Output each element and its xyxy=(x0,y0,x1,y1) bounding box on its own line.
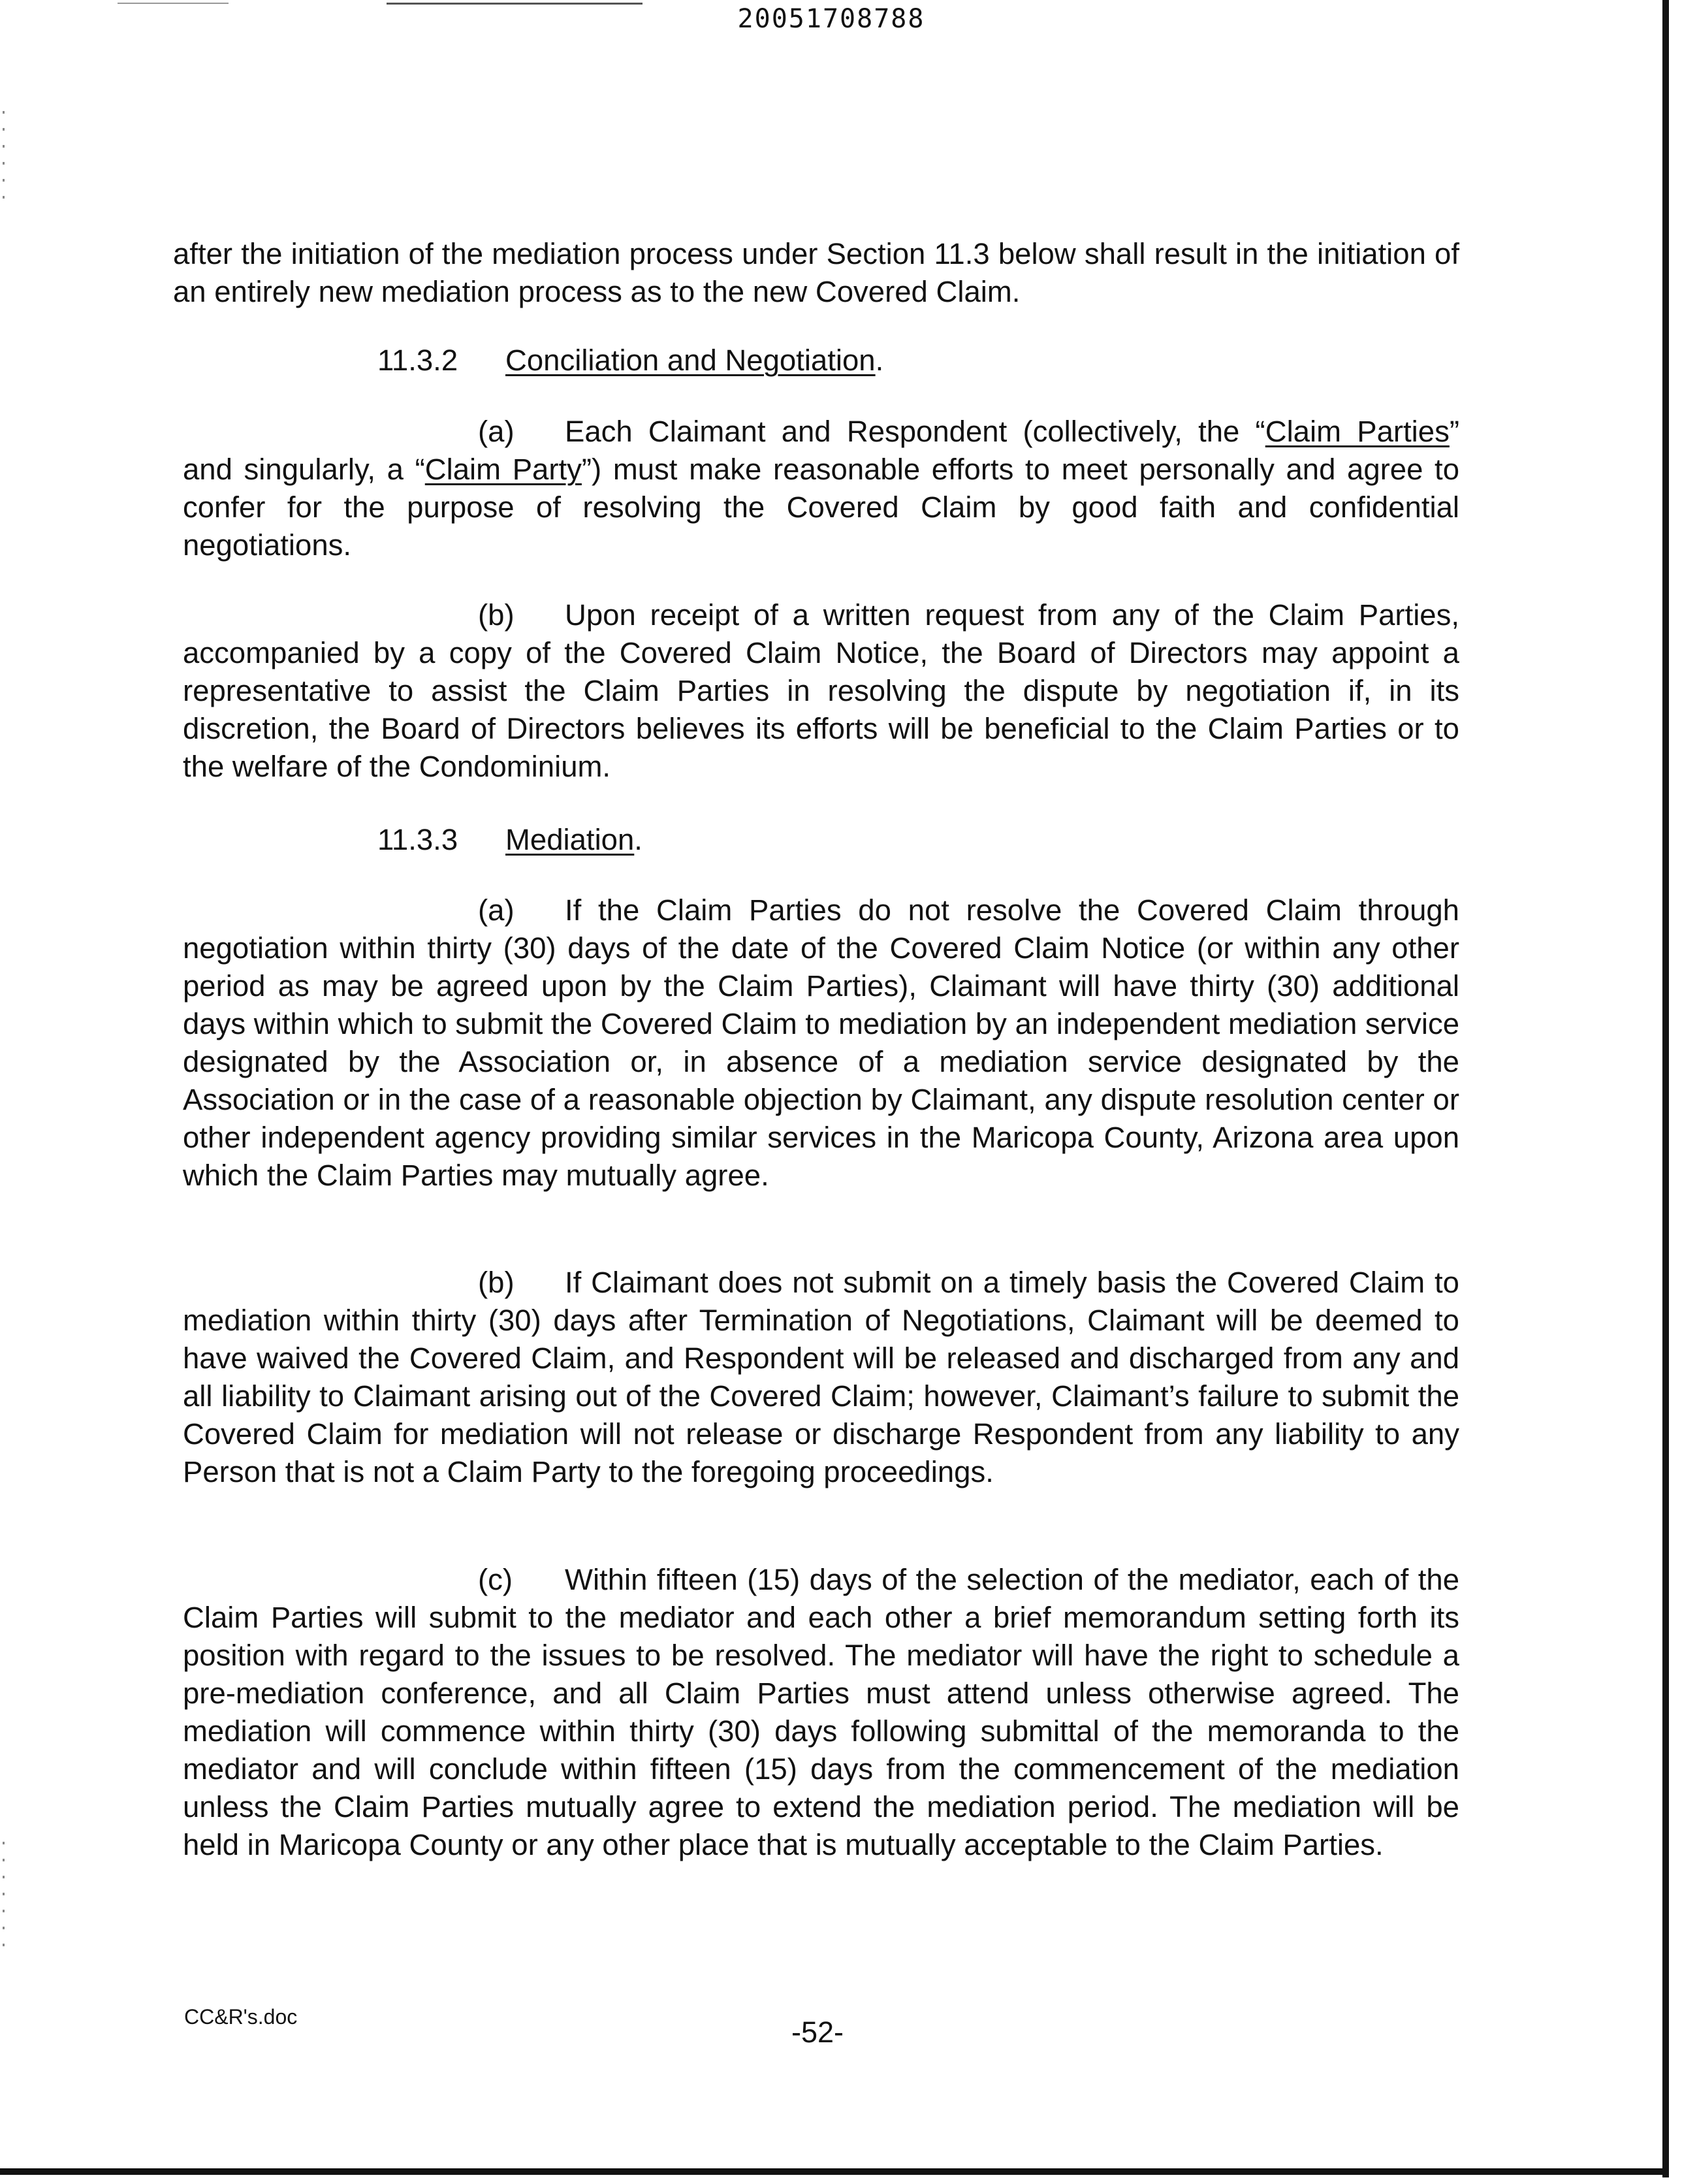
paragraph-11-3-2-b xyxy=(183,596,1459,786)
paragraph-text: ” and singularly, a “ xyxy=(183,415,1459,486)
document-number: 20051708788 xyxy=(737,4,925,34)
paragraph-text: Within fifteen (15) days of the selection of the mediator, each of the Claim Parties will submit to the mediator and each other a brief memorandum setting forth its position with regard to the issues to be resolved. The mediator will have the right to schedule a pre-mediation conference, and all Claim Parties must attend unless otherwise agreed. The mediation will commence within thirty (30) days following submittal of the memoranda to the mediator and will conclude within fifteen (15) days from the commencement of the mediation unless the Claim Parties mutually agree to extend the mediation period. The mediation will be held in Maricopa County or any other place that is mutually acceptable to the Claim Parties. xyxy=(183,1563,1459,1861)
defined-term-claim-parties: Claim Parties xyxy=(1265,415,1450,448)
paragraph-11-3-3-b xyxy=(183,1264,1459,1491)
defined-term-claim-party: Claim Party xyxy=(424,453,582,486)
section-title-period: . xyxy=(875,344,884,377)
section-title: Conciliation and Negotiation xyxy=(505,344,876,377)
footer-filename: CC&R's.doc xyxy=(184,2005,298,2029)
paragraph-11-3-3-c xyxy=(183,1561,1459,1864)
paragraph-text: If the Claim Parties do not resolve the Covered Claim through negotiation within thirty (30) days of the date of the Covered Claim Notice (or within any other period as may be agreed upon by the Claim Parties), Claimant will have thirty (30) additional days within which to submit the Covered Claim to mediation by an independent mediation service designated by the Association or, in absence of a mediation service designated by the Association or in the case of a reasonable objection by Claimant, any dispute resolution center or other independent agency providing similar services in the Maricopa County, Arizona area upon which the Claim Parties may mutually agree. xyxy=(183,893,1460,1192)
section-title: Mediation xyxy=(505,823,635,856)
paragraph-text: If Claimant does not submit on a timely basis the Covered Claim to mediation within thirty (30) days after Termination of Negotiations, Claimant will be deemed to have waived the Covered Claim, and Respondent will be released and discharged from any and all liability to Claimant arising out of the Covered Claim; however, Claimant’s failure to submit the Covered Claim for mediation will not release or discharge Respondent from any liability to any Person that is not a Claim Party to the foregoing proceedings. xyxy=(183,1266,1459,1488)
paragraph-11-3-2-a xyxy=(183,413,1459,564)
paragraph-label: (a) xyxy=(478,893,515,927)
paragraph-11-3-3-a xyxy=(183,891,1459,1195)
section-heading-11-3-2 xyxy=(377,342,883,379)
paragraph-label: (b) xyxy=(478,598,515,632)
scan-border-right xyxy=(1662,0,1669,2177)
paragraph-label: (c) xyxy=(478,1563,513,1596)
section-heading-11-3-3 xyxy=(377,821,643,859)
page-number: -52- xyxy=(791,2015,844,2049)
paragraph-intro: after the initiation of the mediation process under Section 11.3 below shall result in the initiation of an entirely new mediation process as to the new Covered Claim. xyxy=(173,237,1459,308)
scan-left-edge-marks xyxy=(3,111,5,209)
section-number: 11.3.2 xyxy=(377,344,458,377)
section-number: 11.3.3 xyxy=(377,823,458,856)
paragraph-label: (b) xyxy=(478,1266,515,1299)
paragraph-label: (a) xyxy=(478,415,515,448)
paragraph-text: Upon receipt of a written request from any of the Claim Parties, accompanied by a copy of the Covered Claim Notice, the Board of Directors may appoint a representative to assist the Claim Parties in resolving the dispute by negotiation if, in its discretion, the Board of Directors believes its efforts will be beneficial to the Claim Parties or to the welfare of the Condominium. xyxy=(183,598,1459,783)
scan-left-edge-marks-lower xyxy=(3,1842,5,1959)
scan-border-bottom xyxy=(0,2168,1669,2175)
paragraph-text: Each Claimant and Respondent (collectively, the “ xyxy=(565,415,1265,448)
paragraph-text: ”) must make reasonable efforts to meet personally and agree to confer for the purpose of resolving the Covered Claim by good faith and confidential negotiations. xyxy=(183,453,1460,562)
section-title-period: . xyxy=(634,823,643,856)
